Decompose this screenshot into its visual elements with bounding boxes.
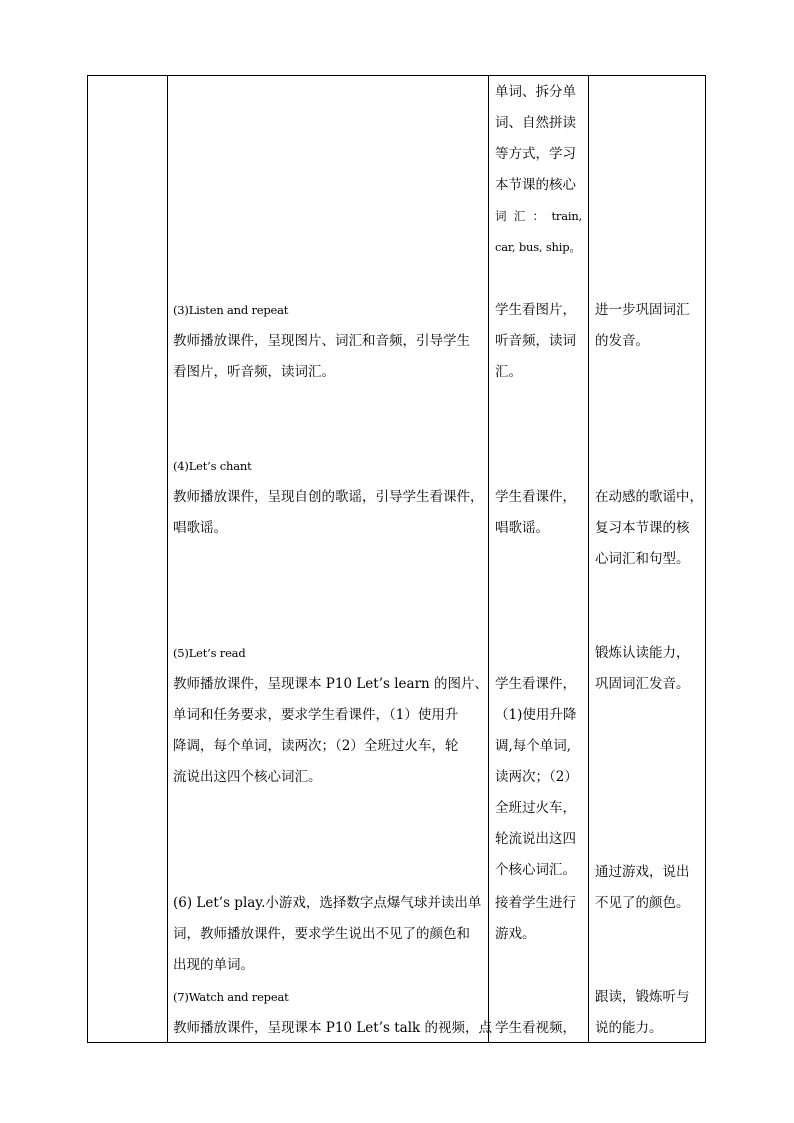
column-divider — [488, 76, 489, 1042]
process-step-3 — [173, 295, 485, 388]
text-line: 词，教师播放课件，要求学生说出不见了的颜色和 — [173, 926, 470, 942]
text-line: 接着学生进行 — [495, 895, 576, 911]
text-line: （1)使用升降 — [495, 707, 577, 723]
text-line: 个核心词汇。 — [495, 862, 576, 878]
text-line: 说的能力。 — [595, 1020, 663, 1036]
text-line: 唱歌谣。 — [173, 520, 227, 536]
design-intent-6 — [595, 857, 705, 919]
process-step-4 — [173, 451, 485, 544]
step-heading: (3)Listen and repeat — [173, 303, 289, 317]
text-line: 教师播放课件，呈现图片、词汇和音频，引导学生 — [173, 333, 470, 349]
text-line: 进一步巩固词汇 — [595, 302, 690, 318]
students-activity-5 — [495, 669, 582, 886]
design-intent-3 — [595, 295, 705, 357]
students-activity-4 — [495, 482, 582, 544]
step-heading: (4)Let’s chant — [173, 459, 252, 473]
design-intent-7 — [595, 982, 705, 1044]
text-line: 学生看图片， — [495, 302, 576, 318]
text-line: 跟读，锻炼听与 — [595, 989, 690, 1005]
text-line: 复习本节课的核 — [595, 520, 690, 536]
text-line: 学生看课件， — [495, 489, 576, 505]
process-step-6 — [173, 888, 485, 981]
text-line: 巩固词汇发音。 — [595, 676, 690, 692]
text-line: 本节课的核心 — [495, 177, 576, 193]
text-line: 词 汇 ： train, — [495, 209, 582, 223]
text-line: (6) Let’s play.小游戏，选择数字点爆气球并读出单 — [173, 895, 482, 911]
text-line: 教师播放课件，呈现自创的歌谣，引导学生看课件， — [173, 489, 484, 505]
students-activity-7 — [495, 1013, 582, 1044]
text-line: 学生看课件， — [495, 676, 576, 692]
text-line: 听音频，读词 — [495, 333, 576, 349]
text-line: 全班过火车， — [495, 800, 576, 816]
text-line: 不见了的颜色。 — [595, 895, 690, 911]
text-line: 在动感的歌谣中， — [595, 489, 703, 505]
text-line: 唱歌谣。 — [495, 520, 549, 536]
intro-students-cell — [495, 77, 582, 263]
design-intent-4 — [595, 482, 705, 575]
text-line: 教师播放课件，呈现课本 P10 Let’s learn 的图片、 — [173, 676, 489, 692]
text-line: 锻炼认读能力， — [595, 645, 690, 661]
lesson-table — [87, 75, 706, 1043]
text-line: 词、自然拼读 — [495, 115, 576, 131]
text-line: 心词汇和句型。 — [595, 551, 690, 567]
column-divider — [588, 76, 589, 1042]
text-line: 的发音。 — [595, 333, 649, 349]
design-intent-5 — [595, 638, 705, 700]
text-line: 轮流说出这四 — [495, 831, 576, 847]
text-line: 流说出这四个核心词汇。 — [173, 769, 322, 785]
text-line: 读两次；（2） — [495, 769, 578, 785]
text-line: 等方式，学习 — [495, 146, 576, 162]
step-heading: (7)Watch and repeat — [173, 990, 289, 1004]
process-step-7 — [173, 982, 492, 1044]
column-divider — [167, 76, 168, 1042]
process-step-5 — [173, 638, 489, 793]
text-line: 通过游戏，说出 — [595, 864, 690, 880]
students-activity-6 — [495, 888, 582, 950]
text-line: 降调，每个单词，读两次；（2）全班过火车，轮 — [173, 738, 459, 754]
text-line: 看图片，听音频，读词汇。 — [173, 364, 335, 380]
text-line: 汇。 — [495, 364, 522, 380]
text-line: 教师播放课件，呈现课本 P10 Let’s talk 的视频，点 — [173, 1020, 492, 1036]
text-line: 出现的单词。 — [173, 957, 254, 973]
text-line: 学生看视频， — [495, 1020, 576, 1036]
text-line: 单词、拆分单 — [495, 84, 576, 100]
text-line: 游戏。 — [495, 926, 536, 942]
text-line: 调,每个单词, — [495, 738, 572, 754]
text-line: car, bus, ship。 — [495, 240, 581, 254]
students-activity-3 — [495, 295, 582, 388]
step-heading: (5)Let’s read — [173, 646, 246, 660]
text-line: 单词和任务要求，要求学生看课件，（1）使用升 — [173, 707, 459, 723]
